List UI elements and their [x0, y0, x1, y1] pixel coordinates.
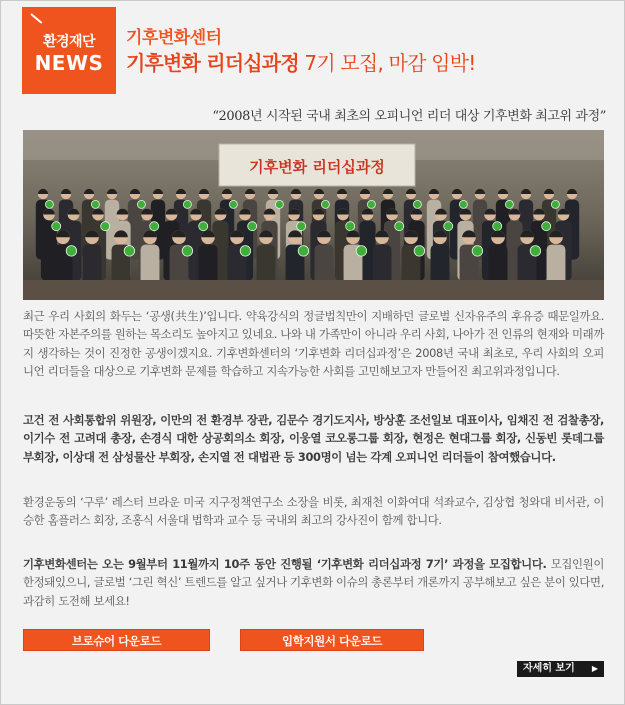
read-more-button[interactable]: [517, 661, 604, 677]
paragraph-participants: 고건 전 사회통합위 위원장, 이만의 전 환경부 장관, 김문수 경기도지사, 방상훈 조선일보 대표이사, 임채진 전 검찰총장, 이기수 전 고려대 총장, 손경식 대한 상공회의소 회장, 이웅열 코오롱그룹 회장, 현정은 현대그룹 회장, 신동빈 롯데그룹 부회장, 이상대 전 삼성물산 부회장, 손지열 전 대법관 등 300명이 넘는 각계 오피니언 리더들이 참여했습니다.: [23, 413, 604, 464]
application-download-button[interactable]: 입학지원서 다운로드: [240, 629, 424, 651]
paragraph-recruitment: [23, 555, 604, 610]
group-photo: [23, 130, 604, 300]
paragraph-lecturers: 환경운동의 ‘구루’ 레스터 브라운 미국 지구정책연구소 소장을 비롯, 최재천 이화여대 석좌교수, 김상협 청와대 비서관, 이승한 홈플러스 회장, 조홍식 서울대 법학과 교수 등 국내외 최고의 강사진이 함께 합니다.: [23, 495, 604, 528]
recruitment-rest: 모집인원이 한정돼있으니, 글로벌 ‘그린 혁신’ 트렌드를 알고 싶거나 기후변화 이슈의 총론부터 개론까지 공부해보고 싶은 분이 있다면, 과감히 도전해 보세요!: [23, 557, 604, 608]
headline: [126, 47, 475, 76]
news-badge: [22, 7, 116, 94]
badge-line1: 환경재단: [42, 34, 96, 50]
read-more-label: 자세히 보기: [523, 663, 575, 674]
brochure-download-button[interactable]: 브로슈어 다운로드: [23, 629, 210, 651]
badge-slash-mark: [30, 13, 42, 24]
subtitle-quote: “2008년 시작된 국내 최초의 오피니언 리더 대상 기후변화 최고위 과정”: [212, 109, 606, 124]
group-photo-illustration: [23, 130, 604, 300]
section-kicker: 기후변화센터: [126, 28, 222, 48]
badge-line2: NEWS: [34, 51, 104, 75]
paragraph-intro: 최근 우리 사회의 화두는 ‘공생(共生)’입니다. 약육강식의 정글법칙만이 지배하던 글로벌 신자유주의 후유증 때문일까요. 따뜻한 자본주의를 원하는 목소리도 높아지고 있네요. 나와 내 가족만이 아니라 우리 사회, 나아가 전 인류의 현재와 미래까지 생각하는 것이 진정한 공생이겠지요. 기후변화센터의 ‘기후변화 리더십과정’은 2008년 국내 최초로, 우리 사회의 오피니언 리더들을 대상으로 기후변화 문제를 학습하고 지속가능한 사회를 고민해보고자 만들어진 최고위과정입니다.: [23, 309, 604, 378]
headline-rest: 7기 모집, 마감 임박!: [298, 51, 476, 75]
photo-banner-text: 기후변화 리더십과정: [249, 158, 385, 176]
recruitment-strong: 기후변화센터는 오는 9월부터 11월까지 10주 동안 진행될 ‘기후변화 리더십과정 7기’ 과정을 모집합니다.: [23, 557, 547, 571]
arrow-right-icon: ▶: [591, 664, 598, 673]
headline-bold: 기후변화 리더십과정: [126, 51, 299, 75]
